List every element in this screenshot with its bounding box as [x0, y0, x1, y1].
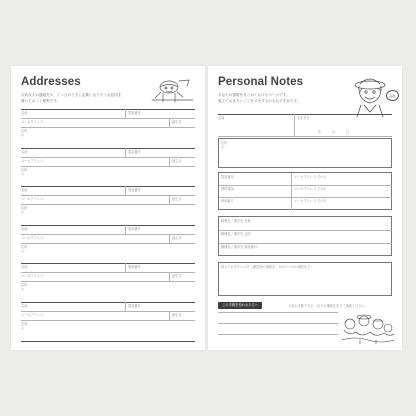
notes-title: Personal Notes — [218, 76, 304, 88]
entry-name-label: 名前 — [21, 149, 28, 154]
field-year-label: 年 — [318, 130, 322, 134]
entry-phone-label: 電話番号 — [128, 188, 141, 193]
entry-name-label: 名前 — [21, 304, 28, 308]
cartoon-character-icon — [354, 76, 390, 118]
field-mobile-label: 携帯電話 — [221, 187, 234, 191]
field-address-label: 住所 — [221, 141, 228, 145]
finder-text: 大変お手数ですが、以下の連絡先までご連絡ください。 — [288, 304, 368, 308]
entry-name-label: 名前 — [21, 111, 28, 115]
cartoon-character-icon — [149, 78, 195, 104]
entry-address-label: 住所 — [21, 129, 28, 133]
entry-email-label: メールアドレス — [21, 158, 44, 163]
field-month-label: 月 — [332, 130, 336, 134]
entry-postal-label: 〒 — [21, 134, 25, 138]
entry-postal-label: 〒 — [21, 288, 25, 293]
contact-box[interactable] — [218, 172, 392, 210]
entry-email-label: メールアドレス — [21, 120, 44, 124]
field-work-label: 勤務先／通学先 名称 — [221, 219, 251, 223]
field-name-label: 名前 — [218, 116, 225, 120]
entry-birthday-label: 誕生日 — [172, 235, 182, 240]
entry-birthday-label: 誕生日 — [172, 197, 182, 202]
entry-email-label: メールアドレス — [21, 235, 44, 240]
entry-phone-label: 電話番号 — [128, 265, 141, 270]
cartoon-crew-icon — [340, 310, 396, 346]
field-email2-label: メールアドレス その2 — [294, 187, 326, 191]
entry-postal-label: 〒 — [21, 249, 25, 254]
address-list-end-rule — [21, 341, 195, 342]
field-fax-label: FAX番号 — [221, 199, 234, 203]
addresses-intro-line: 書いておくと便利です。 — [21, 99, 61, 103]
entry-address-label: 住所 — [21, 206, 28, 211]
field-postal-label: 〒 — [221, 146, 225, 150]
notes-intro-line: 覚えておきたいことをメモするのもおすすめです。 — [218, 99, 301, 103]
entry-address-label: 住所 — [21, 244, 28, 249]
field-work-address-label: 勤務先／通学先 住所 — [221, 232, 251, 236]
entry-name-label: 名前 — [21, 265, 28, 270]
addresses-intro-line: 大切な人の連絡先や、とっさのときに必要になりそうな住所を — [21, 93, 122, 97]
entry-birthday-label: 誕生日 — [172, 313, 182, 317]
entry-phone-label: 電話番号 — [128, 149, 141, 154]
entry-name-label: 名前 — [21, 188, 28, 193]
entry-phone-label: 電話番号 — [128, 111, 141, 115]
entry-birthday-label: 誕生日 — [172, 120, 182, 124]
entry-birthday-label: 誕生日 — [172, 274, 182, 279]
entry-address-label: 住所 — [21, 322, 28, 326]
field-memo-label: 覚えておきたいメモ（緊急時の連絡先、かかりつけの病院など） — [221, 265, 314, 269]
memo-box[interactable] — [218, 262, 392, 296]
entry-email-label: メールアドレス — [21, 313, 44, 317]
speech-bubble: おれ — [386, 90, 399, 101]
entry-address-label: 住所 — [21, 167, 28, 172]
field-birthday-label: 生年月日 — [297, 116, 310, 120]
entry-postal-label: 〒 — [21, 327, 25, 331]
addresses-page — [11, 66, 205, 350]
entry-birthday-label: 誕生日 — [172, 158, 182, 163]
entry-address-label: 住所 — [21, 283, 28, 288]
entry-postal-label: 〒 — [21, 172, 25, 177]
field-email1-label: メールアドレス その1 — [294, 175, 326, 179]
work-box[interactable] — [218, 216, 392, 256]
notes-intro-line: あなたの情報をまとめておけるページです。 — [218, 93, 290, 97]
finder-tag: この手帳を拾われた方へ — [218, 302, 262, 309]
field-phone-label: 電話番号 — [221, 175, 234, 179]
addresses-title: Addresses — [21, 76, 81, 88]
field-work-phone-label: 勤務先／通学先 電話番号 — [221, 245, 258, 249]
entry-name-label: 名前 — [21, 226, 28, 231]
notes-intro — [218, 92, 348, 104]
field-email3-label: メールアドレス その3 — [294, 199, 326, 203]
entry-email-label: メールアドレス — [21, 274, 44, 279]
entry-postal-label: 〒 — [21, 211, 25, 216]
personal-notes-page — [208, 66, 402, 350]
address-box[interactable] — [218, 138, 392, 168]
entry-email-label: メールアドレス — [21, 197, 44, 202]
entry-phone-label: 電話番号 — [128, 304, 141, 308]
entry-phone-label: 電話番号 — [128, 226, 141, 231]
addresses-intro — [21, 92, 151, 104]
field-day-label: 日 — [346, 130, 350, 134]
